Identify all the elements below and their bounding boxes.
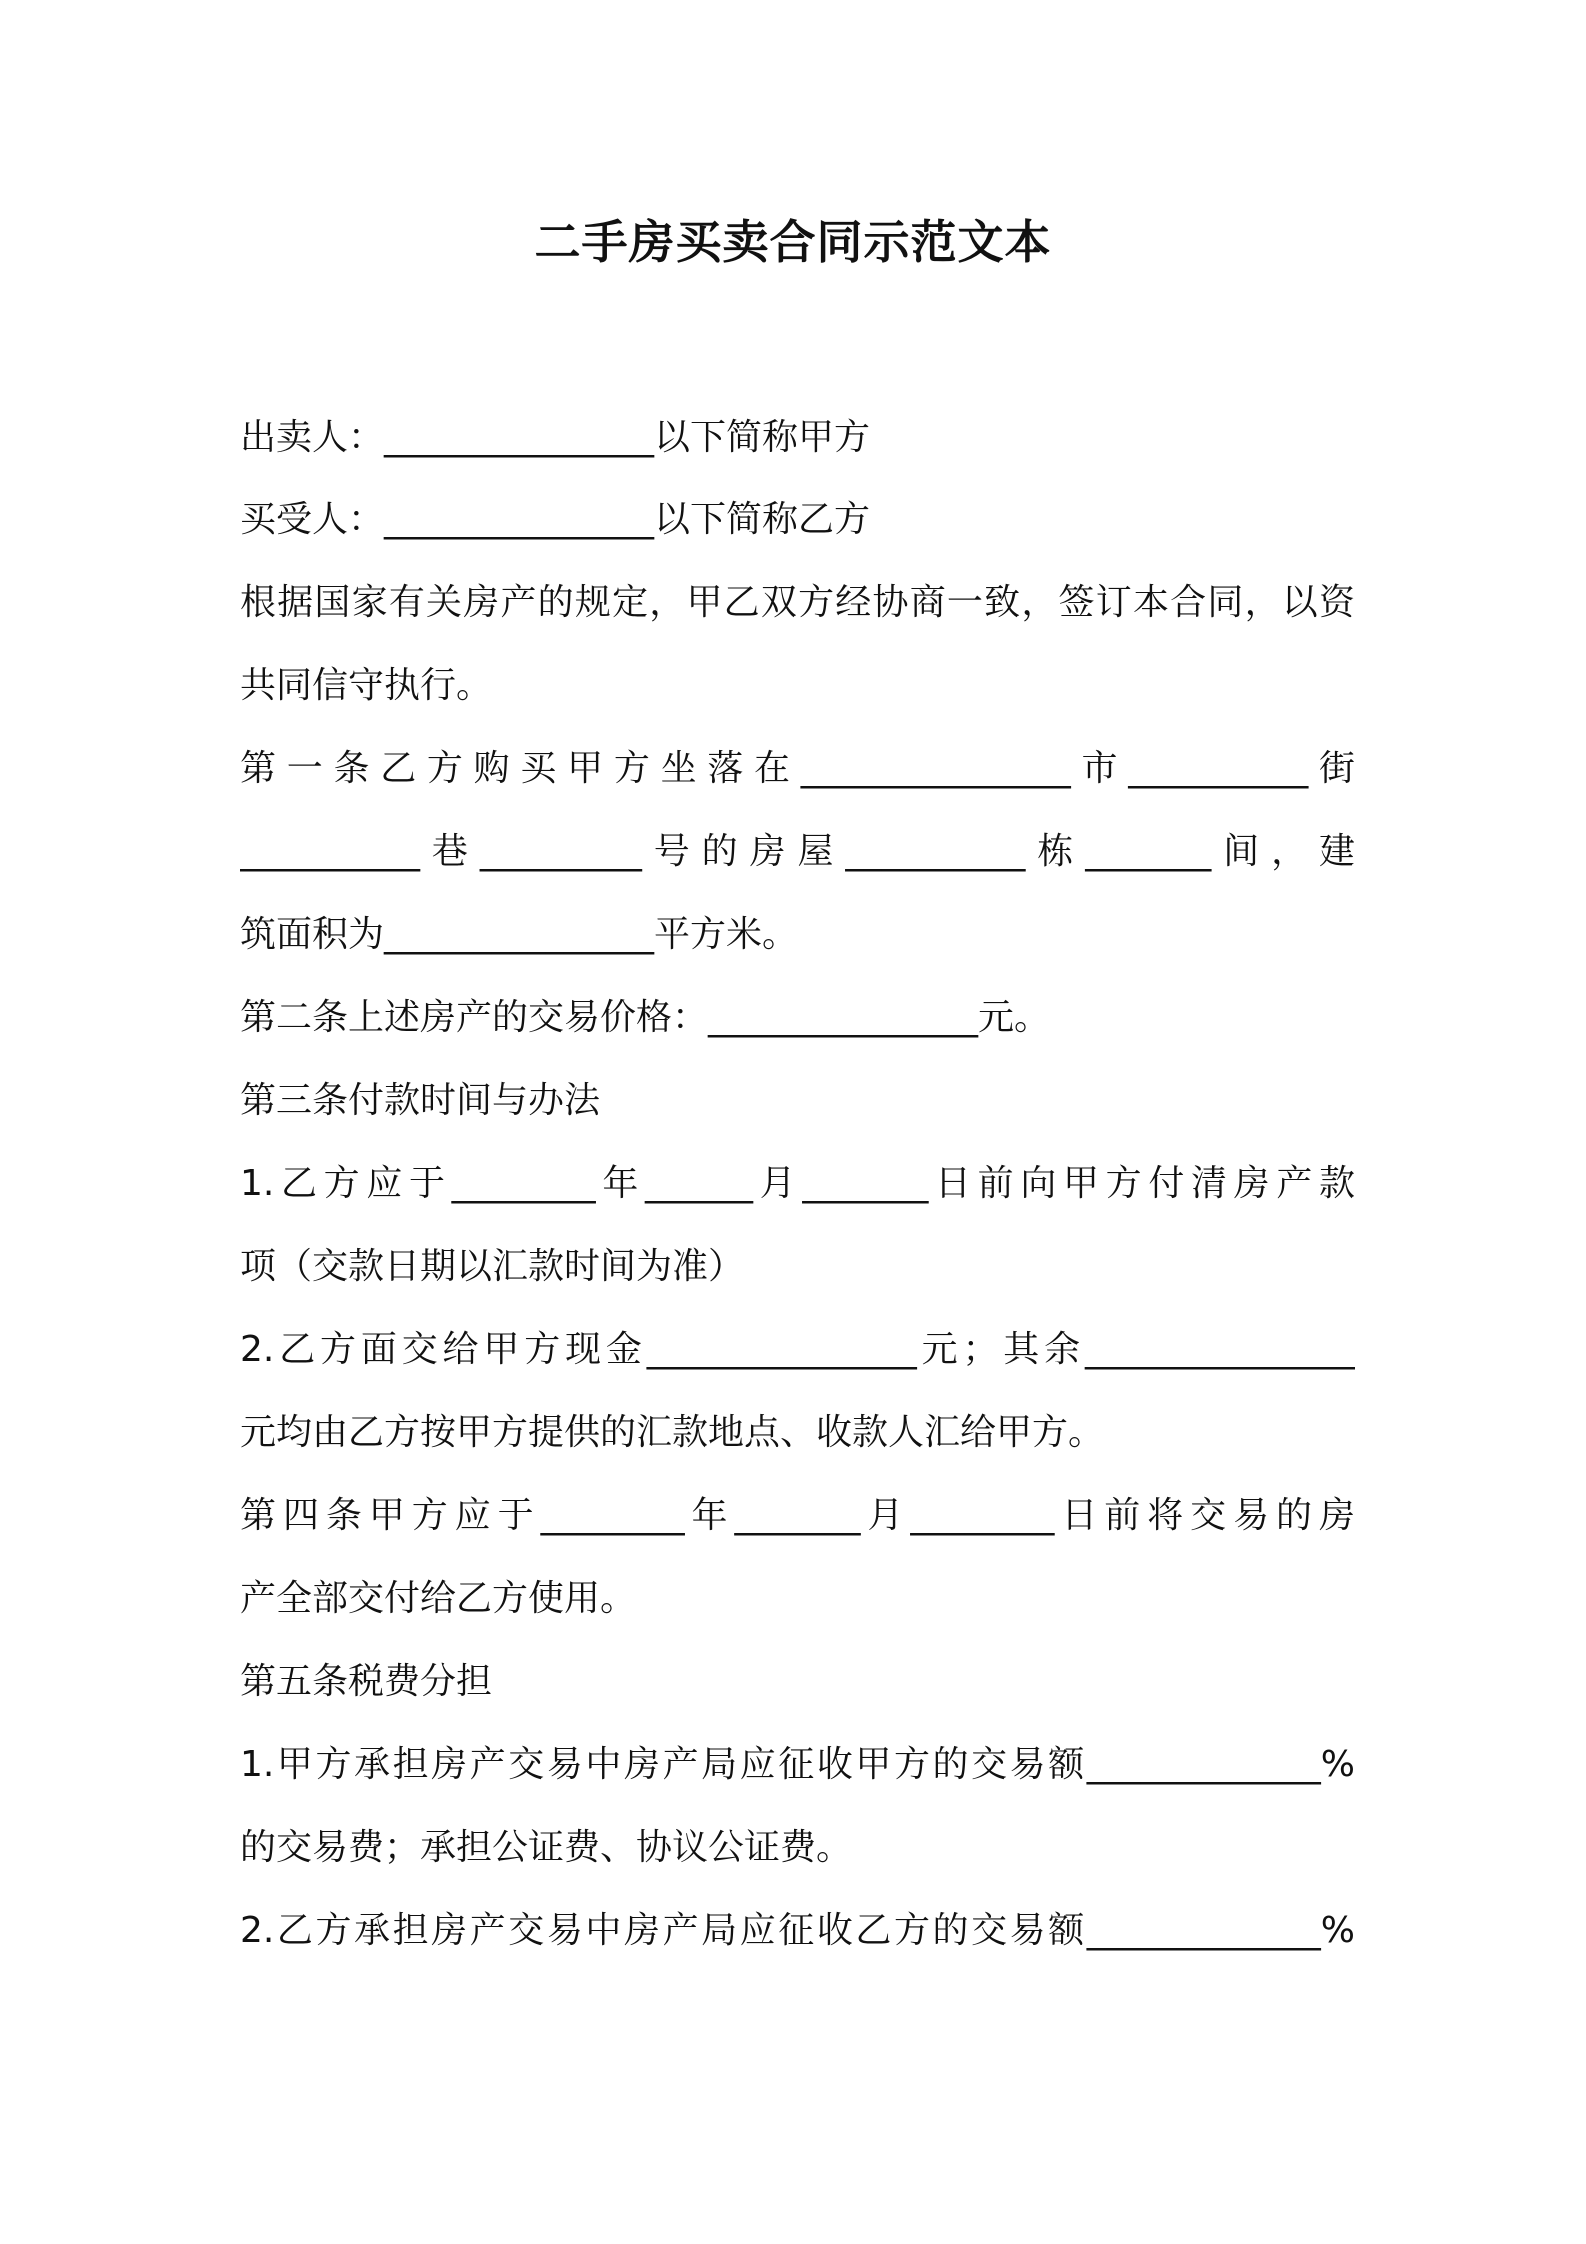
article-1-line-2: __________巷_________号的房屋__________栋_______间，建 xyxy=(240,831,1355,872)
article-5-heading: 第五条税费分担 xyxy=(240,1661,493,1702)
article-2-line: 第二条上述房产的交易价格：_______________元。 xyxy=(240,997,1051,1038)
article-4-line-1: 第四条甲方应于________年_______月________日前将交易的房 xyxy=(240,1495,1355,1536)
article-3-heading: 第三条付款时间与办法 xyxy=(240,1080,601,1121)
article-3-item-1-line-2: 项（交款日期以汇款时间为准） xyxy=(240,1246,745,1287)
preamble-line-1: 根据国家有关房产的规定，甲乙双方经协商一致，签订本合同，以资 xyxy=(240,582,1355,623)
article-1-line-3: 筑面积为_______________平方米。 xyxy=(240,914,799,955)
seller-line: 出卖人：_______________以下简称甲方 xyxy=(240,417,871,458)
article-5-item-1-line-1: 1.甲方承担房产交易中房产局应征收甲方的交易额_____________% xyxy=(240,1744,1355,1785)
article-3-item-1-line-1: 1.乙方应于________年______月_______日前向甲方付清房产款 xyxy=(240,1163,1355,1204)
article-3-item-2-line-1: 2.乙方面交给甲方现金_______________元；其余_______________ xyxy=(240,1329,1355,1370)
article-4-line-2: 产全部交付给乙方使用。 xyxy=(240,1578,637,1619)
buyer-line: 买受人：_______________以下简称乙方 xyxy=(240,499,871,540)
article-1-line-1: 第一条乙方购买甲方坐落在_______________市__________街 xyxy=(240,748,1355,789)
preamble-line-2: 共同信守执行。 xyxy=(240,665,493,706)
document-title: 二手房买卖合同示范文本 xyxy=(534,215,1052,269)
article-3-item-2-line-2: 元均由乙方按甲方提供的汇款地点、收款人汇给甲方。 xyxy=(240,1412,1105,1453)
article-5-item-1-line-2: 的交易费；承担公证费、协议公证费。 xyxy=(240,1827,853,1868)
article-5-item-2-line-1: 2.乙方承担房产交易中房产局应征收乙方的交易额_____________% xyxy=(240,1910,1355,1951)
